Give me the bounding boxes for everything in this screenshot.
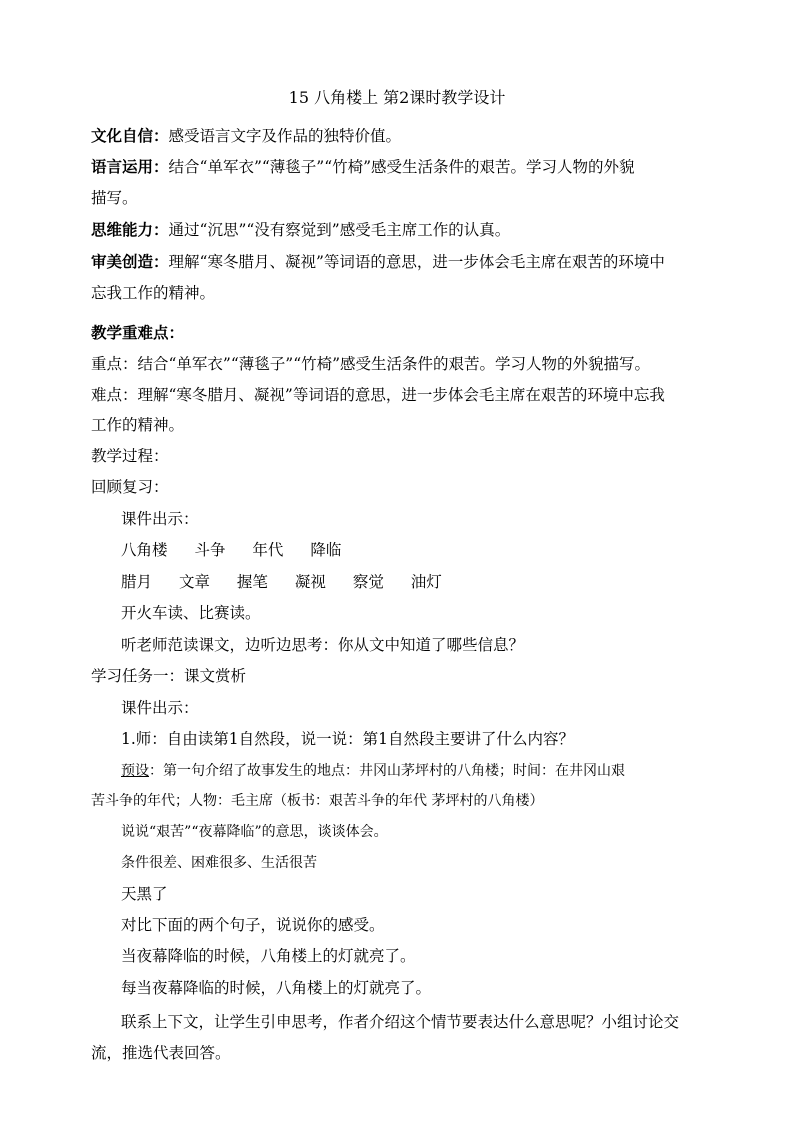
goal-label: 文化自信： xyxy=(91,126,169,145)
goal-text: 感受语言文字及作品的独特价值。 xyxy=(168,127,402,145)
discussion-prompt: 说说“艰苦”“夜幕降临”的意思，谈谈体会。 xyxy=(121,824,388,840)
difficult-point: 难点：理解“寒冬腊月、凝视”等词语的意思，进一步体会毛主席在艰苦的环境中忘我 xyxy=(91,386,665,404)
goal-thinking xyxy=(91,218,711,242)
word-item: 斗争 xyxy=(194,541,226,559)
courseware-label: 课件出示： xyxy=(121,510,199,528)
word-item: 降临 xyxy=(310,541,342,559)
goal-language-cont: 描写。 xyxy=(91,189,138,207)
word-item: 年代 xyxy=(252,541,284,559)
key-point: 重点：结合“单军衣”“薄毯子”“竹椅”感受生活条件的艰苦。学习人物的外貌描写。 xyxy=(91,355,651,373)
reading-activity: 开火车读、比赛读。 xyxy=(121,604,261,622)
goal-text: 通过“沉思”“没有察觉到”感受毛主席工作的认真。 xyxy=(168,221,511,239)
question-1: 1.师：自由读第1自然段，说一说：第1自然段主要讲了什么内容？ xyxy=(121,730,575,748)
word-item: 油灯 xyxy=(410,573,442,591)
word-list-row xyxy=(121,570,741,594)
sentence-1: 当夜幕降临的时候，八角楼上的灯就亮了。 xyxy=(121,947,416,965)
preset-text: ：第一句介绍了故事发生的地点：井冈山茅坪村的八角楼；时间：在井冈山艰 xyxy=(149,763,625,779)
word-item: 八角楼 xyxy=(121,541,168,559)
preset-answer xyxy=(121,759,741,783)
word-item: 凝视 xyxy=(294,573,326,591)
courseware-label: 课件出示： xyxy=(121,699,199,717)
word-item: 文章 xyxy=(178,573,210,591)
compare-prompt: 对比下面的两个句子，说说你的感受。 xyxy=(121,916,385,934)
goal-text: 理解“寒冬腊月、凝视”等词语的意思，进一步体会毛主席在艰苦的环境中 xyxy=(168,253,665,271)
word-list-row xyxy=(121,538,741,562)
preset-answer-cont: 苦斗争的年代；人物：毛主席（板书：艰苦斗争的年代 茅坪村的八角楼） xyxy=(91,793,544,809)
answer-text: 天黑了 xyxy=(121,885,168,903)
difficult-point-cont: 工作的精神。 xyxy=(91,416,185,434)
answer-text: 条件很差、困难很多、生活很苦 xyxy=(121,855,317,871)
sentence-2: 每当夜幕降临的时候，八角楼上的灯就亮了。 xyxy=(121,979,432,997)
goal-language xyxy=(91,155,711,179)
word-item: 察觉 xyxy=(352,573,384,591)
review-heading: 回顾复习： xyxy=(91,478,169,496)
goal-label: 审美创造： xyxy=(91,252,169,271)
key-points-heading: 教学重难点： xyxy=(91,323,185,342)
task-heading: 学习任务一：课文赏析 xyxy=(91,667,247,685)
discussion-text: 联系上下文，让学生引申思考，作者介绍这个情节要表达什么意思呢？小组讨论交 xyxy=(121,1013,680,1031)
process-heading: 教学过程： xyxy=(91,447,169,465)
goal-label: 思维能力： xyxy=(91,220,169,239)
listen-activity: 听老师范读课文，边听边思考：你从文中知道了哪些信息？ xyxy=(121,636,525,654)
discussion-text-cont: 流，推选代表回答。 xyxy=(91,1044,231,1062)
goal-aesthetic xyxy=(91,250,711,274)
goal-text: 结合“单军衣”“薄毯子”“竹椅”感受生活条件的艰苦。学习人物的外貌 xyxy=(168,158,635,176)
word-item: 握笔 xyxy=(236,573,268,591)
preset-label: 预设 xyxy=(121,763,149,779)
goal-label: 语言运用： xyxy=(91,157,169,176)
goal-aesthetic-cont: 忘我工作的精神。 xyxy=(91,284,216,302)
page-title: 15 八角楼上 第2课时教学设计 xyxy=(288,88,506,107)
word-item: 腊月 xyxy=(121,573,153,591)
goal-culture xyxy=(91,124,711,148)
